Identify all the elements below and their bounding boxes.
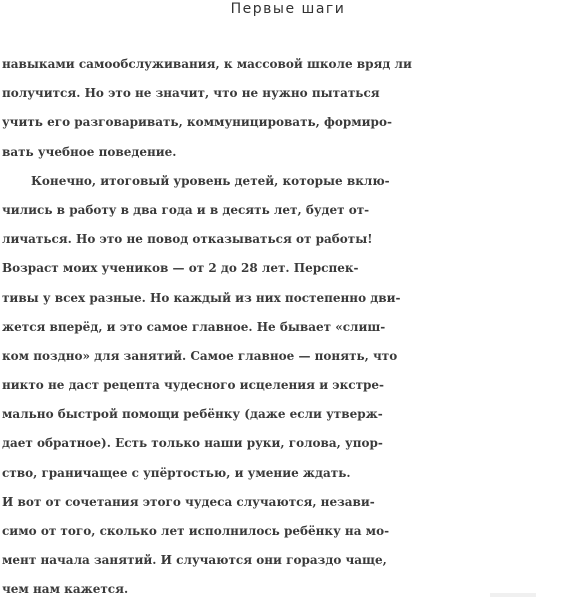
running-header: Первые шаги <box>230 1 346 17</box>
text-line: вать учебное поведение. <box>2 144 177 159</box>
text-line: получится. Но это не значит, что не нужно пытаться <box>2 86 380 101</box>
text-line: ком поздно» для занятий. Самое главное — понять, что <box>2 348 398 363</box>
text-line: Возраст моих учеников — от 2 до 28 лет. Перспек- <box>2 261 359 276</box>
text-line: мент начала занятий. И случаются они гораздо чаще, <box>2 553 387 568</box>
text-line: мально быстрой помощи ребёнку (даже если утверж- <box>2 407 383 422</box>
text-line: личаться. Но это не повод отказываться от работы! <box>2 232 373 247</box>
text-line: никто не даст рецепта чудесного исцеления и экстре- <box>2 378 385 393</box>
text-line: тивы у всех разные. Но каждый из них постепенно дви- <box>2 290 401 305</box>
text-line: чились в работу в два года и в десять лет, будет от- <box>2 202 370 217</box>
text-line: симо от того, сколько лет исполнилось ребёнку на мо- <box>2 524 390 538</box>
text-line: И вот от сочетания этого чудеса случаются, незави- <box>2 494 375 509</box>
text-line: учить его разговаривать, коммуницировать, формиро- <box>2 115 392 130</box>
page-edge-mark <box>490 593 536 597</box>
text-line: жется вперёд, и это самое главное. Не бывает «слиш- <box>2 319 386 334</box>
text-line: навыками самообслуживания, к массовой школе вряд ли <box>2 57 412 71</box>
text-line: ство, граничащее с упёртостью, и умение ждать. <box>2 465 351 480</box>
body-text <box>2 50 576 605</box>
text-line: дает обратное). Есть только наши руки, голова, упор- <box>2 436 383 451</box>
text-line: чем нам кажется. <box>2 582 129 597</box>
text-line: Конечно, итоговый уровень детей, которые вклю- <box>31 173 390 188</box>
